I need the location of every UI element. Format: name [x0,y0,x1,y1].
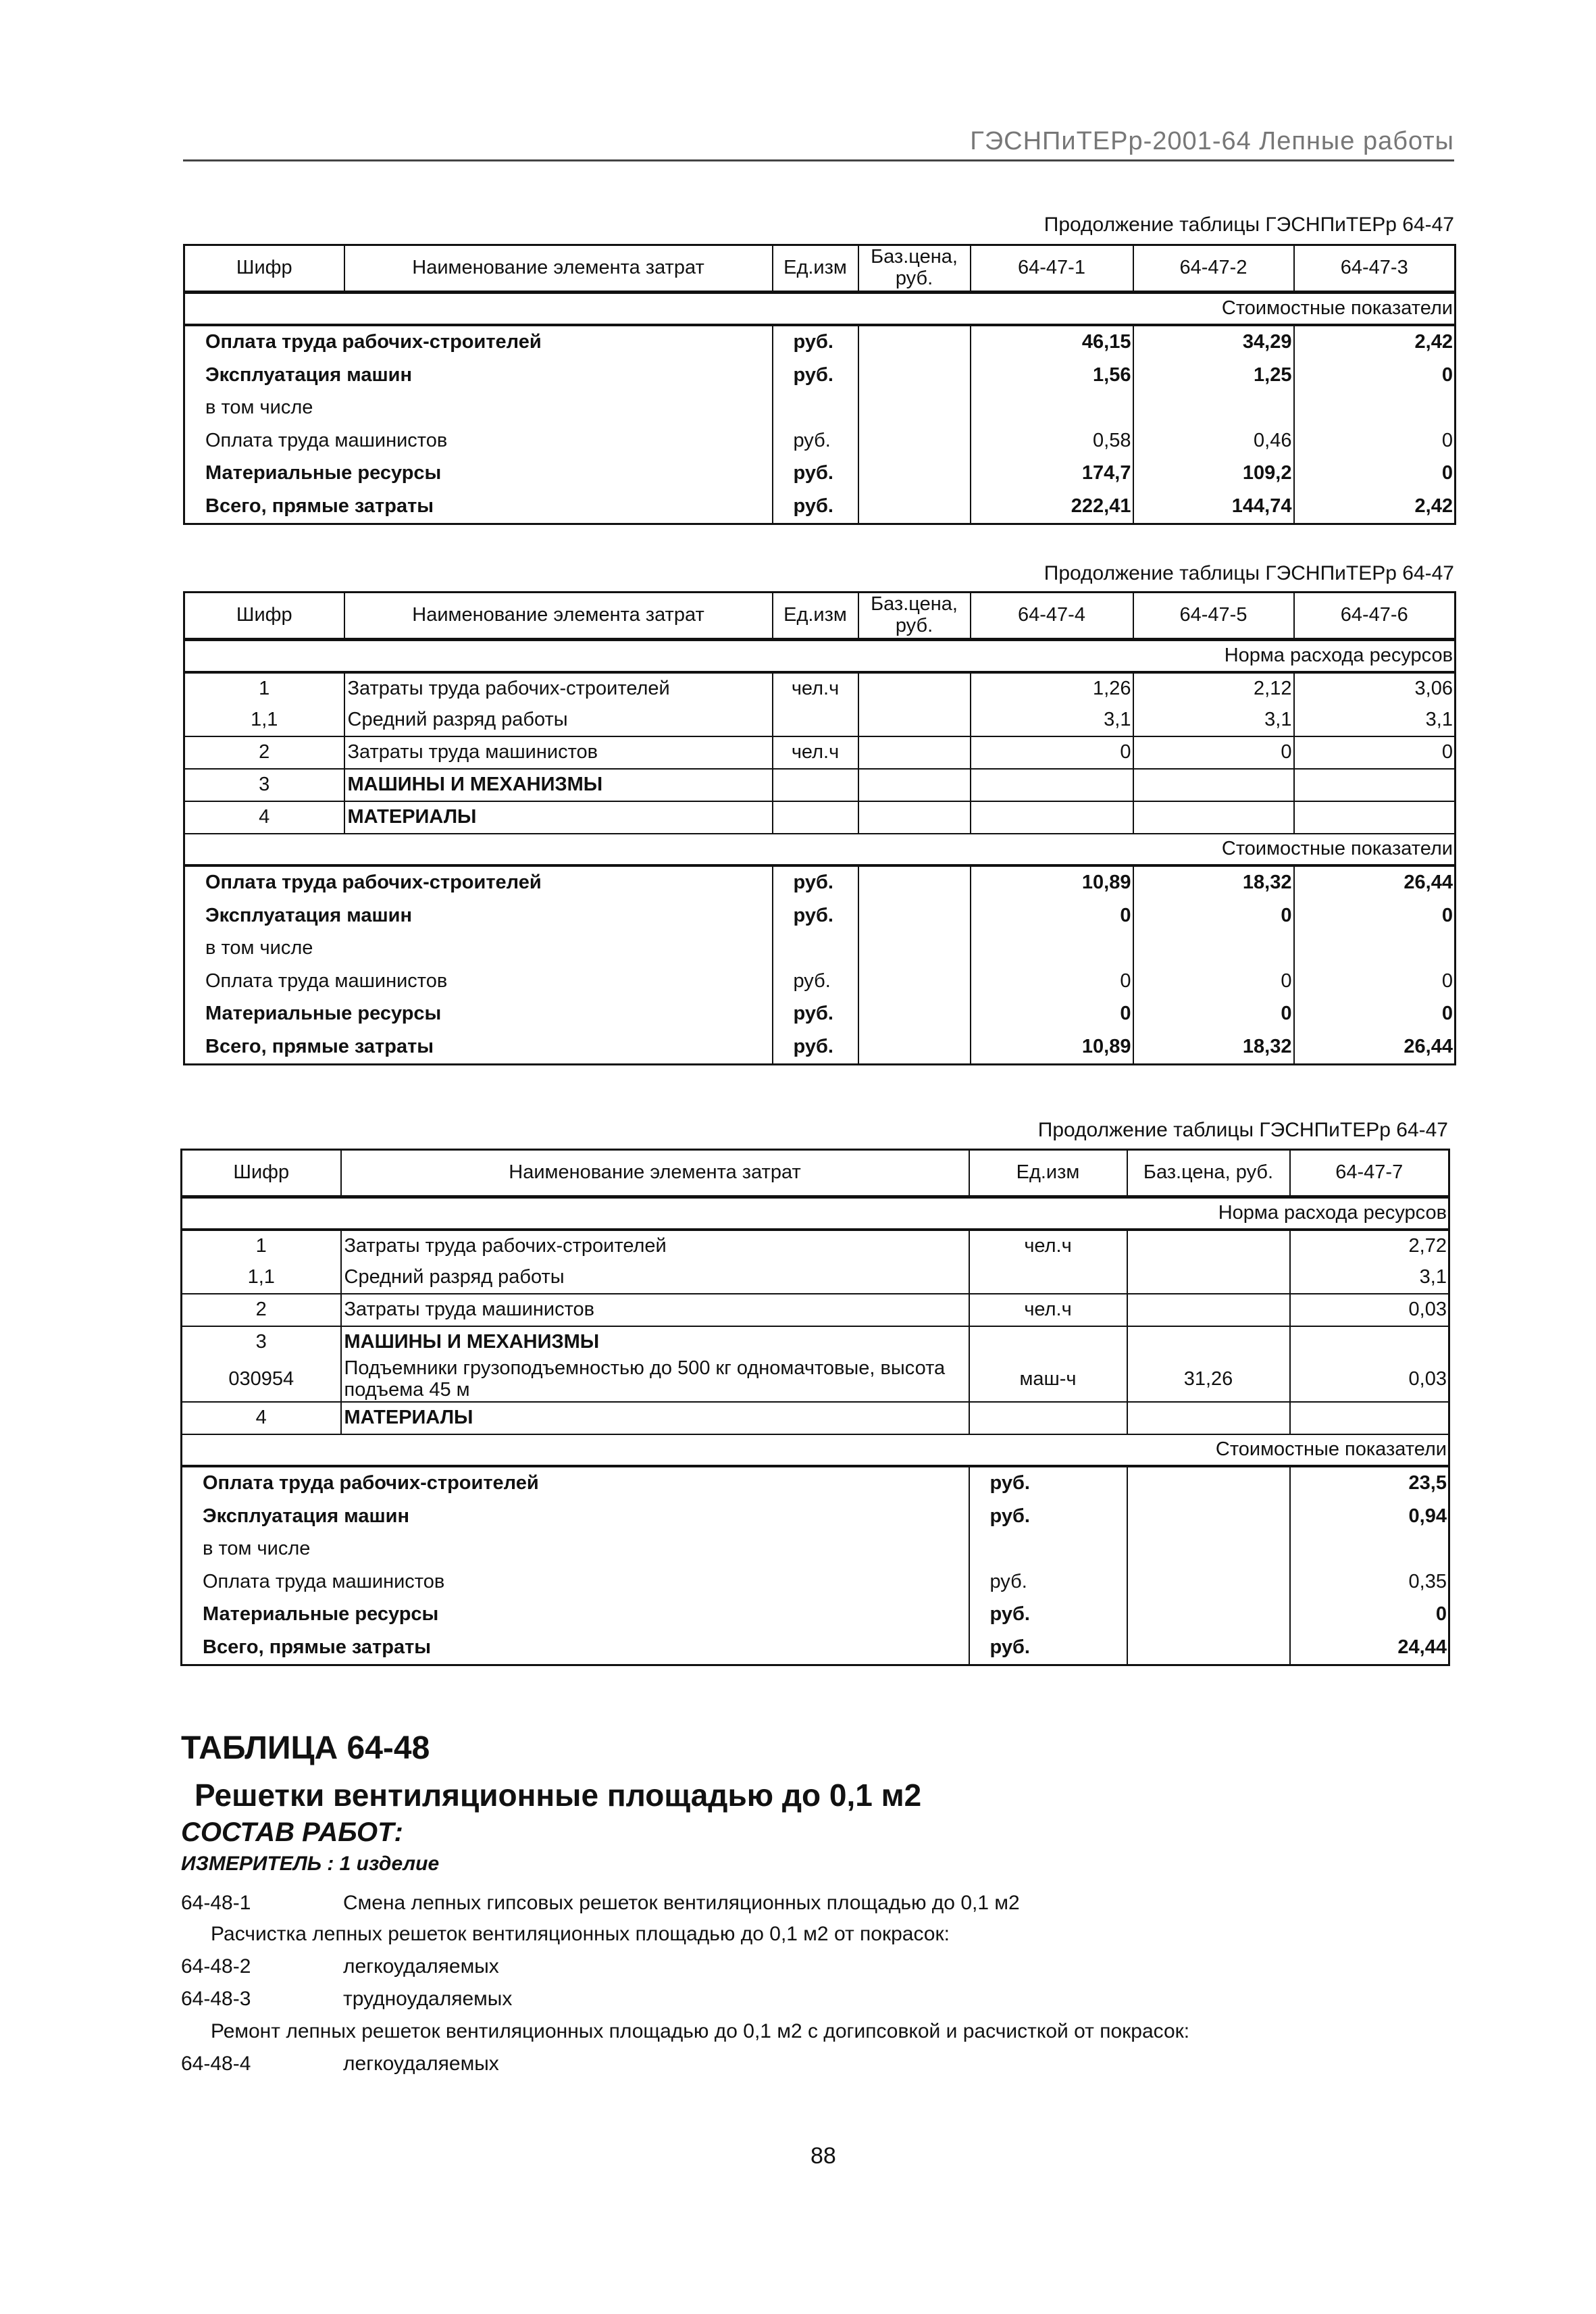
row-unit: руб. [773,900,858,933]
table-row [184,932,1456,965]
row-value [1133,769,1294,801]
section-label-row [182,1197,1449,1230]
row-unit: чел.ч [773,672,858,705]
row-value: 2,42 [1294,491,1456,524]
row-value: 0 [1294,457,1456,491]
row-name: Эксплуатация машин [184,359,773,393]
row-unit [773,769,858,801]
row-value: 0,03 [1290,1294,1449,1326]
row-unit [773,705,858,736]
table-row [182,1565,1449,1599]
row-name: Средний разряд работы [341,1262,969,1294]
row-price [858,491,971,524]
row-unit: чел.ч [773,736,858,769]
row-unit [773,932,858,965]
row-value: 2,42 [1294,325,1456,359]
table-row [182,1631,1449,1665]
section-label: Норма расхода ресурсов [184,640,1456,673]
row-value: 1,56 [971,359,1133,393]
row-price [858,325,971,359]
row-price [858,392,971,425]
row-value: 3,1 [1133,705,1294,736]
table-row [184,769,1456,801]
row-code: 1 [182,1230,341,1262]
works-heading: СОСТАВ РАБОТ: [181,1817,403,1847]
row-code: 1,1 [184,705,344,736]
row-price [1127,1326,1290,1358]
row-price [1127,1599,1290,1632]
table-row [184,425,1456,458]
table-row [184,359,1456,393]
table-row [182,1294,1449,1326]
table-row [182,1326,1449,1358]
row-value: 26,44 [1294,1031,1456,1065]
row-value [1294,801,1456,834]
row-price [1127,1294,1290,1326]
header-row [184,245,1456,293]
row-price [858,359,971,393]
header-row [184,593,1456,640]
row-price [858,705,971,736]
work-description: Ремонт лепных решеток вентиляционных площадью до 0,1 м2 с догипсовкой и расчисткой от покрасок: [211,2020,1190,2042]
row-unit: руб. [969,1631,1127,1665]
row-price [1127,1500,1290,1533]
row-unit: руб. [969,1599,1127,1632]
table-row [182,1466,1449,1501]
table-row [184,965,1456,999]
row-value: 1,25 [1133,359,1294,393]
column-header: 64-47-5 [1133,593,1294,640]
table-64-47-7 [180,1149,1450,1666]
row-value: 46,15 [971,325,1133,359]
row-value: 1,26 [971,672,1133,705]
work-code: 64-48-4 [181,2053,251,2075]
row-price [858,672,971,705]
row-name: Затраты труда машинистов [341,1294,969,1326]
row-name: МАШИНЫ И МЕХАНИЗМЫ [344,769,773,801]
table-64-47-4-6 [183,591,1456,1065]
row-value [971,801,1133,834]
row-price [1127,1466,1290,1501]
row-name: МАТЕРИАЛЫ [341,1402,969,1434]
table-caption: Продолжение таблицы ГЭСНПиТЕРр 64-47 [1044,562,1454,584]
row-name: Оплата труда рабочих-строителей [184,865,773,900]
row-value: 0 [1133,965,1294,999]
column-header: 64-47-2 [1133,245,1294,293]
work-code: 64-48-1 [181,1892,251,1914]
row-value [1133,801,1294,834]
row-unit: руб. [773,491,858,524]
row-value: 0 [1294,425,1456,458]
row-price [858,425,971,458]
row-value: 0 [1294,965,1456,999]
column-header: Наименование элемента затрат [341,1150,969,1197]
column-header: 64-47-3 [1294,245,1456,293]
section-label-row [184,640,1456,673]
row-name: Затраты труда рабочих-строителей [344,672,773,705]
row-code: 4 [182,1402,341,1434]
row-code: 3 [182,1326,341,1358]
row-code: 2 [184,736,344,769]
row-value: 174,7 [971,457,1133,491]
table-row [184,672,1456,705]
row-name: МАТЕРИАЛЫ [344,801,773,834]
row-name: в том числе [184,392,773,425]
row-price [1127,1631,1290,1665]
column-header: Шифр [184,245,344,293]
row-name: Материальные ресурсы [182,1599,969,1632]
row-name: Подъемники грузоподъемностью до 500 кг одномачтовые, высота подъема 45 м [341,1358,969,1402]
row-value [1294,932,1456,965]
row-value: 0 [1294,736,1456,769]
row-value: 34,29 [1133,325,1294,359]
column-header: Баз.цена, руб. [858,593,971,640]
work-description: трудноудаляемых [343,1988,513,2010]
row-value: 3,1 [971,705,1133,736]
row-price [1127,1533,1290,1566]
row-unit [969,1262,1127,1294]
row-unit: руб. [969,1565,1127,1599]
table-row [184,1031,1456,1065]
row-value: 109,2 [1133,457,1294,491]
row-unit: руб. [773,425,858,458]
row-value: 0 [971,900,1133,933]
row-value: 23,5 [1290,1466,1449,1501]
row-name: Средний разряд работы [344,705,773,736]
row-unit: чел.ч [969,1294,1127,1326]
row-code: 2 [182,1294,341,1326]
row-value: 3,06 [1294,672,1456,705]
row-value: 0,03 [1290,1358,1449,1402]
row-value [1290,1533,1449,1566]
row-value: 0,58 [971,425,1133,458]
row-price [858,998,971,1031]
row-value: 3,1 [1290,1262,1449,1294]
row-unit: руб. [773,965,858,999]
column-header: Наименование элемента затрат [344,245,773,293]
row-value [971,769,1133,801]
table-row [184,392,1456,425]
row-unit [969,1326,1127,1358]
table-row [182,1402,1449,1434]
table-row [184,491,1456,524]
row-code: 1,1 [182,1262,341,1294]
table-row [184,736,1456,769]
row-value: 0 [1294,900,1456,933]
row-value: 18,32 [1133,865,1294,900]
row-value: 0 [1294,359,1456,393]
row-value: 0 [1133,998,1294,1031]
row-value: 0 [971,998,1133,1031]
work-code: 64-48-2 [181,1955,251,1978]
section-label: Норма расхода ресурсов [182,1197,1449,1230]
table-caption: Продолжение таблицы ГЭСНПиТЕРр 64-47 [1044,213,1454,236]
row-unit: руб. [969,1466,1127,1501]
row-unit: чел.ч [969,1230,1127,1262]
row-price [858,457,971,491]
measure-unit: ИЗМЕРИТЕЛЬ : 1 изделие [181,1853,440,1875]
table-row [182,1230,1449,1262]
row-name: Оплата труда рабочих-строителей [182,1466,969,1501]
row-code: 030954 [182,1358,341,1402]
header-row [182,1150,1449,1197]
section-label: Стоимостные показатели [182,1434,1449,1466]
row-code: 4 [184,801,344,834]
work-description: легкоудаляемых [343,1955,499,1978]
column-header: Наименование элемента затрат [344,593,773,640]
table-row [184,705,1456,736]
row-value [1133,932,1294,965]
column-header: Ед.изм [773,593,858,640]
table-row [184,865,1456,900]
row-price [858,900,971,933]
table-row [184,900,1456,933]
row-name: Материальные ресурсы [184,998,773,1031]
column-header: 64-47-4 [971,593,1133,640]
column-header: Баз.цена, руб. [858,245,971,293]
row-value: 10,89 [971,1031,1133,1065]
row-unit [773,801,858,834]
row-price [858,736,971,769]
table-row [182,1500,1449,1533]
row-unit: руб. [773,325,858,359]
row-name: Затраты труда рабочих-строителей [341,1230,969,1262]
row-value: 24,44 [1290,1631,1449,1665]
row-unit: руб. [773,865,858,900]
row-name: Всего, прямые затраты [182,1631,969,1665]
column-header: 64-47-7 [1290,1150,1449,1197]
column-header: 64-47-6 [1294,593,1456,640]
table-row [182,1599,1449,1632]
row-unit [969,1402,1127,1434]
row-price [858,932,971,965]
row-name: Всего, прямые затраты [184,491,773,524]
row-value: 0 [971,965,1133,999]
row-value [1294,392,1456,425]
row-value: 10,89 [971,865,1133,900]
row-price [1127,1402,1290,1434]
table-title: ТАБЛИЦА 64-48 [181,1730,430,1766]
row-name: Оплата труда машинистов [182,1565,969,1599]
column-header: Шифр [182,1150,341,1197]
work-description: Расчистка лепных решеток вентиляционных площадью до 0,1 м2 от покрасок: [211,1923,950,1945]
work-description: легкоудаляемых [343,2053,499,2075]
column-header: 64-47-1 [971,245,1133,293]
running-header: ГЭСНПиТЕРр-2001-64 Лепные работы [970,127,1454,155]
section-label: Стоимостные показатели [184,293,1456,326]
table-row [184,325,1456,359]
column-header: Ед.изм [969,1150,1127,1197]
work-code: 64-48-3 [181,1988,251,2010]
section-label: Стоимостные показатели [184,834,1456,865]
row-name: Эксплуатация машин [184,900,773,933]
row-name: Материальные ресурсы [184,457,773,491]
row-name: Всего, прямые затраты [184,1031,773,1065]
section-label-row [182,1434,1449,1466]
row-value: 144,74 [1133,491,1294,524]
column-header: Ед.изм [773,245,858,293]
row-code: 3 [184,769,344,801]
row-unit: руб. [773,359,858,393]
row-name: Оплата труда машинистов [184,425,773,458]
row-name: в том числе [184,932,773,965]
page-number: 88 [810,2143,836,2169]
table-row [184,801,1456,834]
row-unit: руб. [969,1500,1127,1533]
row-price [858,1031,971,1065]
row-price [858,769,971,801]
row-name: Оплата труда машинистов [184,965,773,999]
row-value [1294,769,1456,801]
row-name: Эксплуатация машин [182,1500,969,1533]
row-unit: руб. [773,998,858,1031]
table-caption: Продолжение таблицы ГЭСНПиТЕРр 64-47 [1037,1119,1448,1141]
row-value: 0,35 [1290,1565,1449,1599]
row-unit: маш-ч [969,1358,1127,1402]
section-label-row [184,293,1456,326]
row-value: 2,12 [1133,672,1294,705]
table-64-47-1-3 [183,244,1456,525]
row-value: 18,32 [1133,1031,1294,1065]
row-unit: руб. [773,457,858,491]
row-name: Оплата труда рабочих-строителей [184,325,773,359]
row-value: 0,94 [1290,1500,1449,1533]
table-row [184,457,1456,491]
row-value: 3,1 [1294,705,1456,736]
section-label-row [184,834,1456,865]
row-price [1127,1262,1290,1294]
row-value: 0,46 [1133,425,1294,458]
row-value: 0 [1133,900,1294,933]
row-value: 0 [1294,998,1456,1031]
row-price: 31,26 [1127,1358,1290,1402]
row-name: Затраты труда машинистов [344,736,773,769]
row-price [858,865,971,900]
row-value: 0 [1290,1599,1449,1632]
table-row [182,1262,1449,1294]
row-price [858,801,971,834]
row-value [1133,392,1294,425]
column-header: Шифр [184,593,344,640]
section-subtitle: Решетки вентиляционные площадью до 0,1 м2 [195,1778,922,1813]
work-description: Смена лепных гипсовых решеток вентиляционных площадью до 0,1 м2 [343,1892,1020,1914]
row-value [1290,1402,1449,1434]
row-value [971,392,1133,425]
row-unit [969,1533,1127,1566]
row-value: 0 [971,736,1133,769]
table-row [184,998,1456,1031]
row-value: 222,41 [971,491,1133,524]
row-unit: руб. [773,1031,858,1065]
row-value: 26,44 [1294,865,1456,900]
row-value: 0 [1133,736,1294,769]
table-row [182,1358,1449,1402]
row-price [1127,1230,1290,1262]
row-price [1127,1565,1290,1599]
table-row [182,1533,1449,1566]
row-value: 2,72 [1290,1230,1449,1262]
row-value [971,932,1133,965]
row-unit [773,392,858,425]
row-name: МАШИНЫ И МЕХАНИЗМЫ [341,1326,969,1358]
row-name: в том числе [182,1533,969,1566]
row-price [858,965,971,999]
column-header: Баз.цена, руб. [1127,1150,1290,1197]
header-rule [183,159,1454,161]
row-code: 1 [184,672,344,705]
row-value [1290,1326,1449,1358]
